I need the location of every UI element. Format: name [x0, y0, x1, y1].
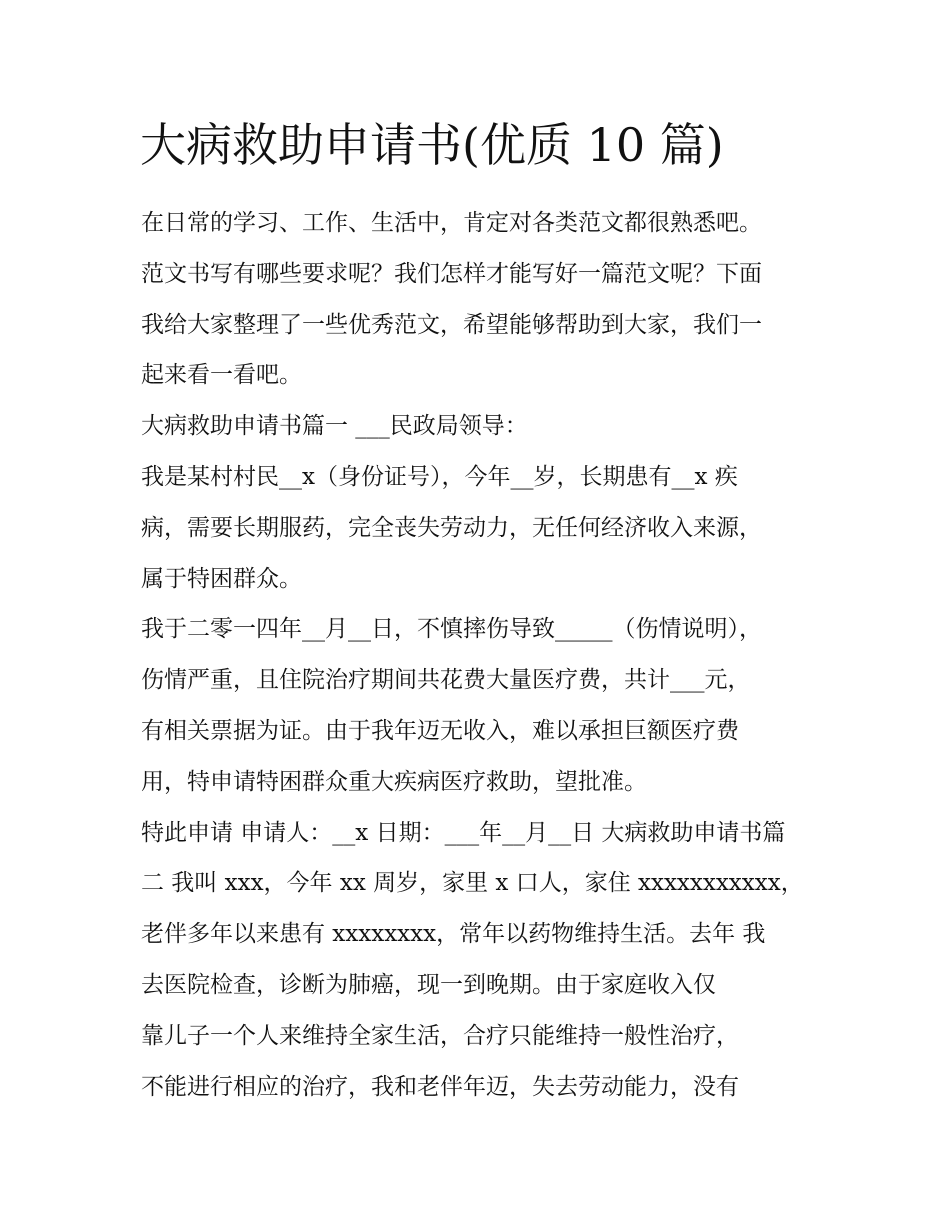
body-line: 范文书写有哪些要求呢？我们怎样才能写好一篇范文呢？下面 [141, 260, 762, 287]
body-line: 大病救助申请书篇一 ___民政局领导： [141, 413, 528, 440]
body-line: 在日常的学习、工作、生活中，肯定对各类范文都很熟悉吧。 [141, 210, 762, 236]
body-line: 去医院检查，诊断为肺癌，现一到晚期。由于家庭收入仅 [141, 971, 716, 998]
body-line: 属于特困群众。 [141, 565, 302, 592]
body-line: 老伴多年以来患有 xxxxxxxx，常年以药物维持生活。去年 我 [141, 921, 766, 948]
body-line: 二 我叫 xxx，今年 xx 周岁，家里 x 口人，家住 xxxxxxxxxxx， [141, 870, 804, 897]
body-line: 起来看一看吧。 [141, 362, 302, 389]
document-title: 大病救助申请书(优质 10 篇) [140, 118, 724, 172]
body-line: 病，需要长期服药，完全丧失劳动力，无任何经济收入来源， [141, 514, 762, 541]
body-line: 伤情严重，且住院治疗期间共花费大量医疗费，共计___元， [141, 667, 751, 694]
document-body [141, 198, 821, 1112]
body-line: 用，特申请特困群众重大疾病医疗救助，望批准。 [141, 768, 647, 795]
body-line: 有相关票据为证。由于我年迈无收入，难以承担巨额医疗费 [141, 717, 739, 744]
body-line: 靠儿子一个人来维持全家生活，合疗只能维持一般性治疗， [141, 1022, 739, 1049]
body-line: 特此申请 申请人：__x 日期：___年__月__日 大病救助申请书篇 [141, 819, 786, 846]
body-line: 我给大家整理了一些优秀范文，希望能够帮助到大家，我们一 [141, 311, 762, 338]
body-line: 我是某村村民__x（身份证号），今年__岁，长期患有__x 疾 [141, 463, 738, 490]
body-line: 我于二零一四年__月__日，不慎摔伤导致_____（伤情说明）， [141, 616, 762, 643]
body-line: 不能进行相应的治疗，我和老伴年迈，失去劳动能力，没有 [141, 1073, 739, 1100]
